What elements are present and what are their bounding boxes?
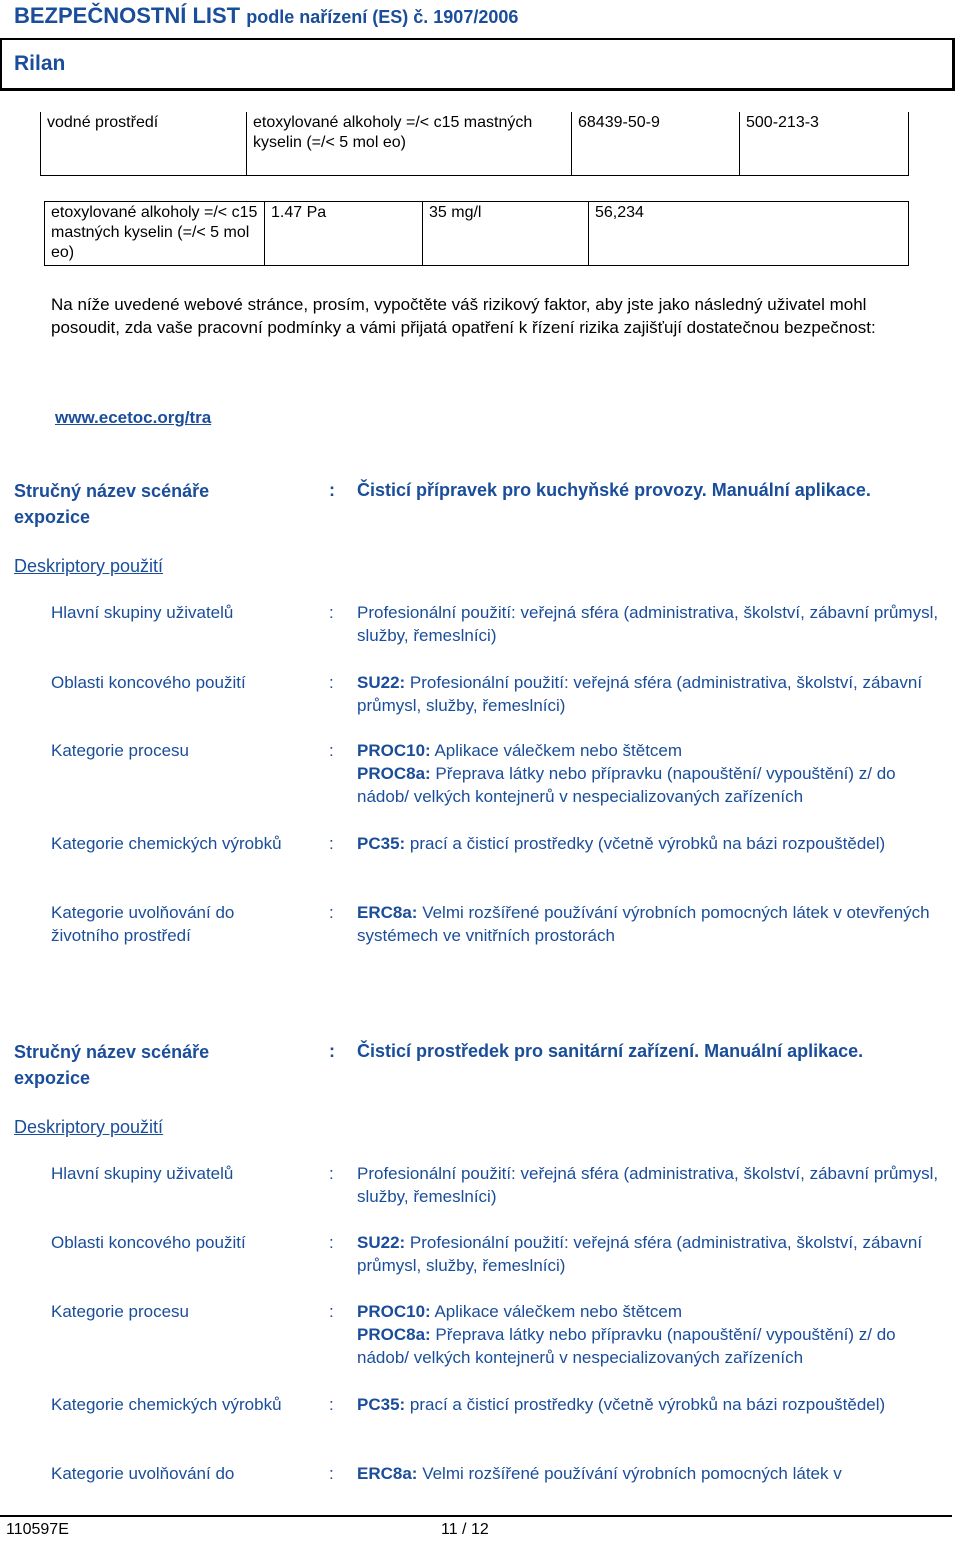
environmental-release-category-value xyxy=(357,1462,952,1485)
colon: : xyxy=(329,1164,334,1183)
table-cell: vodné prostředí xyxy=(41,112,247,176)
process-category-value xyxy=(357,1300,952,1369)
su-code: SU22: xyxy=(357,673,406,692)
scenario-name-label: Stručný název scénáře expozice xyxy=(14,481,210,527)
erc-text: Velmi rozšířené používání výrobních pomocných látek v otevřených systémech ve vnitřních prostorách xyxy=(357,903,930,945)
main-user-groups-value: Profesionální použití: veřejná sféra (administrativa, školství, zábavní průmysl, služby, řemeslníci) xyxy=(357,603,939,645)
erc-text: Velmi rozšířené používání výrobních pomocných látek v xyxy=(417,1464,842,1483)
table-cell: 56,234 xyxy=(589,202,909,266)
main-user-groups-label: Hlavní skupiny uživatelů xyxy=(51,1164,234,1183)
chemical-product-category-value xyxy=(357,1393,897,1416)
colon: : xyxy=(329,1395,334,1414)
su-code: SU22: xyxy=(357,1233,406,1252)
page-number: 11 / 12 xyxy=(441,1521,489,1538)
table-row xyxy=(45,202,909,266)
chemical-product-category-label: Kategorie chemických výrobků xyxy=(51,1395,282,1414)
proc-line xyxy=(357,1323,952,1369)
colon: : xyxy=(329,480,335,500)
footer-divider xyxy=(0,1515,952,1517)
descriptors-heading: Deskriptory použití xyxy=(14,1117,164,1137)
ecetoc-link[interactable]: www.ecetoc.org/tra xyxy=(55,408,212,427)
colon: : xyxy=(329,1041,335,1061)
scenario-name-label: Stručný název scénáře expozice xyxy=(14,1042,210,1088)
table-row xyxy=(41,112,909,176)
colon: : xyxy=(329,603,334,622)
colon: : xyxy=(329,1302,334,1321)
end-use-areas-label: Oblasti koncového použití xyxy=(51,1233,246,1252)
process-category-label: Kategorie procesu xyxy=(51,741,189,760)
end-use-areas-value xyxy=(357,671,952,717)
product-name-box xyxy=(0,38,955,91)
proc-code: PROC8a: xyxy=(357,764,431,783)
end-use-areas-label: Oblasti koncového použití xyxy=(51,673,246,692)
main-user-groups-label: Hlavní skupiny uživatelů xyxy=(51,603,234,622)
environmental-release-category-label: Kategorie uvolňování do životního prostředí xyxy=(51,903,235,945)
chemical-product-category-value xyxy=(357,832,897,855)
colon: : xyxy=(329,741,334,760)
proc-text: Aplikace válečkem nebo štětcem xyxy=(430,741,683,760)
colon: : xyxy=(329,1464,334,1483)
colon: : xyxy=(329,1233,334,1252)
proc-text: Přeprava látky nebo přípravku (napouštění/ vypouštění) z/ do nádob/ velkých kontejnerů v nespecializovaných zařízeních xyxy=(357,1325,896,1367)
erc-code: ERC8a: xyxy=(357,903,418,922)
process-category-value xyxy=(357,739,952,808)
proc-text: Aplikace válečkem nebo štětcem xyxy=(430,1302,683,1321)
table-cell: etoxylované alkoholy =/< c15 mastných kyselin (=/< 5 mol eo) xyxy=(247,112,572,176)
erc-code: ERC8a: xyxy=(357,1464,418,1483)
scenario-name-value: Čisticí prostředek pro sanitární zařízení. Manuální aplikace. xyxy=(357,1041,864,1061)
pc-text: prací a čisticí prostředky (včetně výrobků na bázi rozpouštědel) xyxy=(405,1395,886,1414)
title-text: BEZPEČNOSTNÍ LIST xyxy=(14,3,241,28)
colon: : xyxy=(329,903,334,922)
document-title xyxy=(14,3,518,29)
proc-line xyxy=(357,762,952,808)
table-cell: etoxylované alkoholy =/< c15 mastných kyselin (=/< 5 mol eo) xyxy=(45,202,265,266)
end-use-areas-value xyxy=(357,1231,952,1277)
chemical-product-category-label: Kategorie chemických výrobků xyxy=(51,834,282,853)
regulation-text: podle nařízení (ES) č. 1907/2006 xyxy=(246,7,519,27)
proc-text: Přeprava látky nebo přípravku (napouštění/ vypouštění) z/ do nádob/ velkých kontejnerů v nespecializovaných zařízeních xyxy=(357,764,896,806)
environmental-release-category-value xyxy=(357,901,952,947)
intro-paragraph: Na níže uvedené webové stránce, prosím, vypočtěte váš rizikový faktor, aby jste jako následný uživatel mohl posoudit, zda vaše pracovní podmínky a vámi přijatá opatření k řízení rizika zajišťují dostatečnou bezpečnost: xyxy=(51,295,876,337)
ingredient-table xyxy=(40,112,909,176)
table-cell: 35 mg/l xyxy=(423,202,589,266)
table-cell: 1.47 Pa xyxy=(265,202,423,266)
proc-code: PROC10: xyxy=(357,741,431,760)
scenario-name-value: Čisticí přípravek pro kuchyňské provozy. Manuální aplikace. xyxy=(357,480,871,500)
document-number: 110597E xyxy=(6,1521,69,1538)
proc-code: PROC10: xyxy=(357,1302,431,1321)
colon: : xyxy=(329,834,334,853)
su-text: Profesionální použití: veřejná sféra (administrativa, školství, zábavní průmysl, služby, řemeslníci) xyxy=(357,673,923,715)
colon: : xyxy=(329,673,334,692)
proc-line xyxy=(357,1300,952,1323)
descriptors-heading: Deskriptory použití xyxy=(14,556,164,576)
environmental-release-category-label: Kategorie uvolňování do xyxy=(51,1464,235,1483)
product-name: Rilan xyxy=(14,52,66,75)
main-user-groups-value: Profesionální použití: veřejná sféra (administrativa, školství, zábavní průmysl, služby, řemeslníci) xyxy=(357,1164,939,1206)
properties-table xyxy=(44,201,909,266)
table-cell: 68439-50-9 xyxy=(572,112,740,176)
process-category-label: Kategorie procesu xyxy=(51,1302,189,1321)
pc-text: prací a čisticí prostředky (včetně výrobků na bázi rozpouštědel) xyxy=(405,834,886,853)
su-text: Profesionální použití: veřejná sféra (administrativa, školství, zábavní průmysl, služby, řemeslníci) xyxy=(357,1233,923,1275)
pc-code: PC35: xyxy=(357,1395,406,1414)
pc-code: PC35: xyxy=(357,834,406,853)
proc-line xyxy=(357,739,952,762)
table-cell: 500-213-3 xyxy=(740,112,909,176)
proc-code: PROC8a: xyxy=(357,1325,431,1344)
